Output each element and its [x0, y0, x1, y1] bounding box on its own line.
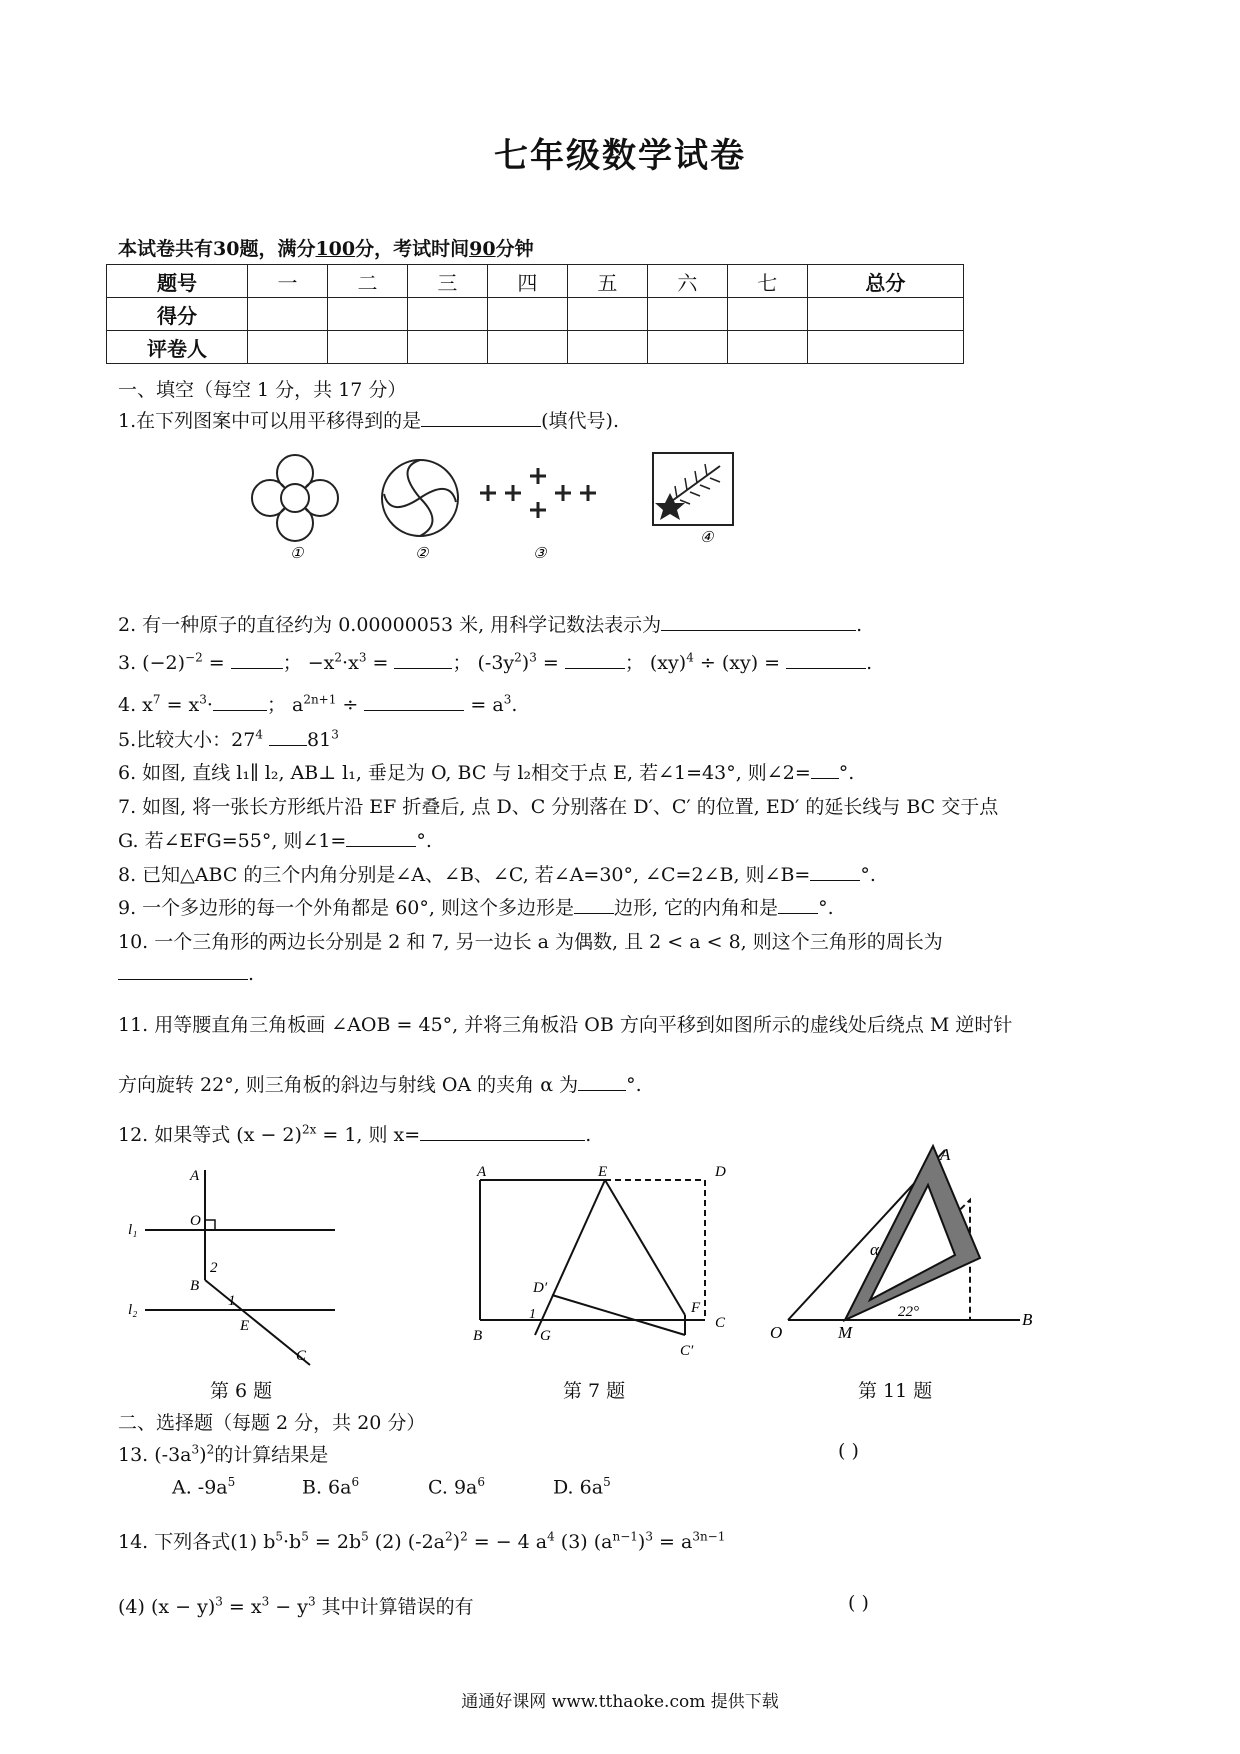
score-cell[interactable] — [567, 331, 647, 364]
figure-7 — [465, 1160, 755, 1375]
answer-blank[interactable] — [213, 709, 267, 711]
fig6-label-o: O — [190, 1213, 201, 1229]
row-label: 得分 — [107, 298, 248, 331]
figure-11 — [770, 1140, 1040, 1355]
footer-credit: 通通好课网 www.tthaoke.com 提供下载 — [461, 1692, 779, 1712]
fig7-label-c: C — [715, 1315, 726, 1331]
question-7-line-1: 7. 如图, 将一张长方形纸片沿 EF 折叠后, 点 D、C 分别落在 D′、C′ 的位置, ED′ 的延长线与 BC 交于点 — [118, 796, 999, 818]
pattern-4-icon — [653, 453, 733, 525]
score-cell[interactable] — [647, 298, 727, 331]
answer-blank[interactable] — [661, 629, 856, 631]
question-7-line-2: G. 若∠EFG=55°, 则∠1= °. — [118, 830, 432, 852]
q1-patterns-figure — [245, 448, 765, 568]
score-cell[interactable] — [327, 331, 407, 364]
section-1-heading: 一、填空（每空 1 分，共 17 分） — [118, 379, 407, 401]
question-10-line-1: 10. 一个三角形的两边长分别是 2 和 7, 另一边长 a 为偶数, 且 2 < a < 8, 则这个三角形的周长为 — [118, 931, 943, 953]
score-cell[interactable] — [327, 298, 407, 331]
fig7-label-a: A — [477, 1164, 487, 1180]
pattern-3-label: ③ — [533, 546, 547, 562]
pattern-4-label: ④ — [700, 530, 714, 546]
answer-blank[interactable] — [810, 879, 860, 881]
pattern-1-icon — [252, 455, 338, 541]
fig7-label-c-prime: C′ — [680, 1343, 694, 1359]
score-cell[interactable] — [487, 331, 567, 364]
question-14: 14. 下列各式(1) $b^5\cdot b^5 = 2b^5$ (2) $(-2a^2)^2$ = − 4 $a^4$ (3) $(a^{n-1})^3 = a^{3n-1}$ — [118, 1529, 726, 1553]
answer-blank[interactable] — [811, 777, 839, 779]
answer-blank[interactable] — [578, 1089, 626, 1091]
score-cell[interactable] — [487, 298, 567, 331]
page-title: 七年级数学试卷 — [494, 136, 746, 176]
answer-blank[interactable] — [231, 667, 283, 669]
pattern-2-icon — [382, 460, 458, 536]
table-row — [107, 298, 964, 331]
question-2: 2. 有一种原子的直径约为 0.00000053 米, 用科学记数法表示为 . — [118, 614, 863, 636]
fig7-label-b: B — [473, 1328, 483, 1344]
figure-6-caption: 第 6 题 — [210, 1380, 273, 1402]
answer-blank[interactable] — [346, 845, 416, 847]
fig7-label-f: F — [691, 1300, 701, 1316]
fig7-label-1: 1 — [529, 1307, 536, 1322]
fig7-label-d: D — [715, 1164, 726, 1180]
pattern-1-label: ① — [290, 546, 304, 562]
fig6-label-2: 2 — [210, 1260, 218, 1276]
question-14-answer-paren[interactable]: ( ) — [848, 1592, 869, 1614]
question-11-line-1: 11. 用等腰直角三角板画 ∠AOB = 45°, 并将三角板沿 OB 方向平移到如图所示的虚线处后绕点 M 逆时针 — [118, 1014, 1013, 1036]
question-9: 9. 一个多边形的每一个外角都是 60°, 则这个多边形是 边形, 它的内角和是 °. — [118, 897, 834, 919]
table-header: 六 — [647, 265, 727, 298]
exam-intro: 本试卷共有30题，满分100分，考试时间90分钟 — [118, 238, 534, 260]
score-table — [106, 264, 964, 364]
score-cell[interactable] — [647, 331, 727, 364]
score-cell[interactable] — [407, 298, 487, 331]
question-13: 13. $(-3a^3)^2$的计算结果是 — [118, 1442, 329, 1466]
score-cell[interactable] — [807, 331, 963, 364]
question-4: 4. $x^7 = x^3\cdot$ ； $a^{2n+1}$ ÷ = $a^3$. — [118, 692, 518, 716]
table-header: 总分 — [807, 265, 963, 298]
answer-blank[interactable] — [421, 425, 541, 427]
figure-6 — [120, 1160, 350, 1375]
option-a[interactable]: A. $-9a^5$ — [172, 1475, 236, 1499]
answer-blank[interactable] — [118, 978, 248, 980]
figure-11-caption: 第 11 题 — [858, 1380, 933, 1402]
fig11-label-a: A — [940, 1145, 951, 1164]
fig7-label-d-prime: D′ — [533, 1280, 548, 1296]
fig7-label-e: E — [598, 1164, 608, 1180]
question-3: 3. $(-2)^{-2}$ = ； $-x^2\cdot x^3$ = ； $(-3y^2)^3$ = ； (xy)$^4$ ÷ (xy) = . — [118, 650, 873, 674]
score-cell[interactable] — [567, 298, 647, 331]
fig6-label-e: E — [240, 1318, 250, 1334]
fig6-label-c: C — [296, 1348, 307, 1364]
score-cell[interactable] — [727, 298, 807, 331]
option-c[interactable]: C. $9a^6$ — [428, 1475, 485, 1499]
fig6-label-1: 1 — [228, 1293, 236, 1309]
question-13-answer-paren[interactable]: ( ) — [838, 1440, 859, 1462]
fig11-label-b: B — [1022, 1310, 1033, 1329]
answer-blank[interactable] — [394, 667, 452, 669]
score-cell[interactable] — [248, 331, 328, 364]
fig6-label-a: A — [190, 1168, 200, 1184]
score-cell[interactable] — [727, 331, 807, 364]
answer-blank[interactable] — [786, 667, 866, 669]
fig11-label-m: M — [838, 1323, 853, 1342]
fig6-label-l2: l₂ — [128, 1302, 138, 1318]
answer-blank[interactable] — [420, 1139, 585, 1141]
question-14-part-4: (4) $(x - y)^3 = x^3 - y^3$ 其中计算错误的有 — [118, 1594, 474, 1618]
score-cell[interactable] — [407, 331, 487, 364]
answer-blank[interactable] — [778, 912, 818, 914]
table-row — [107, 331, 964, 364]
question-1: 1.在下列图案中可以用平移得到的是 (填代号). — [118, 410, 620, 432]
answer-blank[interactable] — [269, 744, 307, 746]
question-8: 8. 已知△ABC 的三个内角分别是∠A、∠B、∠C, 若∠A=30°, ∠C=2∠B, 则∠B= °. — [118, 864, 876, 886]
table-header: 五 — [567, 265, 647, 298]
table-header: 三 — [407, 265, 487, 298]
fig6-label-b: B — [190, 1278, 200, 1294]
fig11-label-alpha: α — [870, 1240, 879, 1259]
fig11-label-22: 22° — [898, 1304, 919, 1320]
question-5: 5.比较大小：$27^4$ $81^3$ — [118, 727, 339, 751]
question-11-line-2: 方向旋转 22°, 则三角板的斜边与射线 OA 的夹角 α 为 °. — [118, 1074, 642, 1096]
pattern-3-icon — [480, 468, 596, 518]
pattern-2-label: ② — [415, 546, 429, 562]
answer-blank[interactable] — [565, 667, 625, 669]
fig6-label-l1: l₁ — [128, 1222, 138, 1238]
table-header: 四 — [487, 265, 567, 298]
question-10-line-2: . — [118, 963, 254, 985]
question-6: 6. 如图, 直线 l₁∥ l₂, AB⊥ l₁, 垂足为 O, BC 与 l₂相交于点 E, 若∠1=43°, 则∠2= °. — [118, 762, 855, 784]
table-header: 题号 — [107, 265, 248, 298]
table-header: 二 — [327, 265, 407, 298]
section-2-heading: 二、选择题（每题 2 分，共 20 分） — [118, 1412, 426, 1434]
option-b[interactable]: B. $6a^6$ — [302, 1475, 360, 1499]
question-12: 12. 如果等式 $(x - 2)^{2x} = 1$, 则 x= . — [118, 1122, 592, 1146]
option-d[interactable]: D. $6a^5$ — [553, 1475, 611, 1499]
score-cell[interactable] — [807, 298, 963, 331]
table-header: 七 — [727, 265, 807, 298]
answer-blank[interactable] — [574, 912, 614, 914]
table-header: 一 — [248, 265, 328, 298]
answer-blank[interactable] — [364, 709, 464, 711]
fig11-label-o: O — [770, 1323, 783, 1342]
row-label: 评卷人 — [107, 331, 248, 364]
table-row — [107, 265, 964, 298]
score-cell[interactable] — [248, 298, 328, 331]
fig7-label-g: G — [540, 1328, 551, 1344]
figure-7-caption: 第 7 题 — [563, 1380, 626, 1402]
